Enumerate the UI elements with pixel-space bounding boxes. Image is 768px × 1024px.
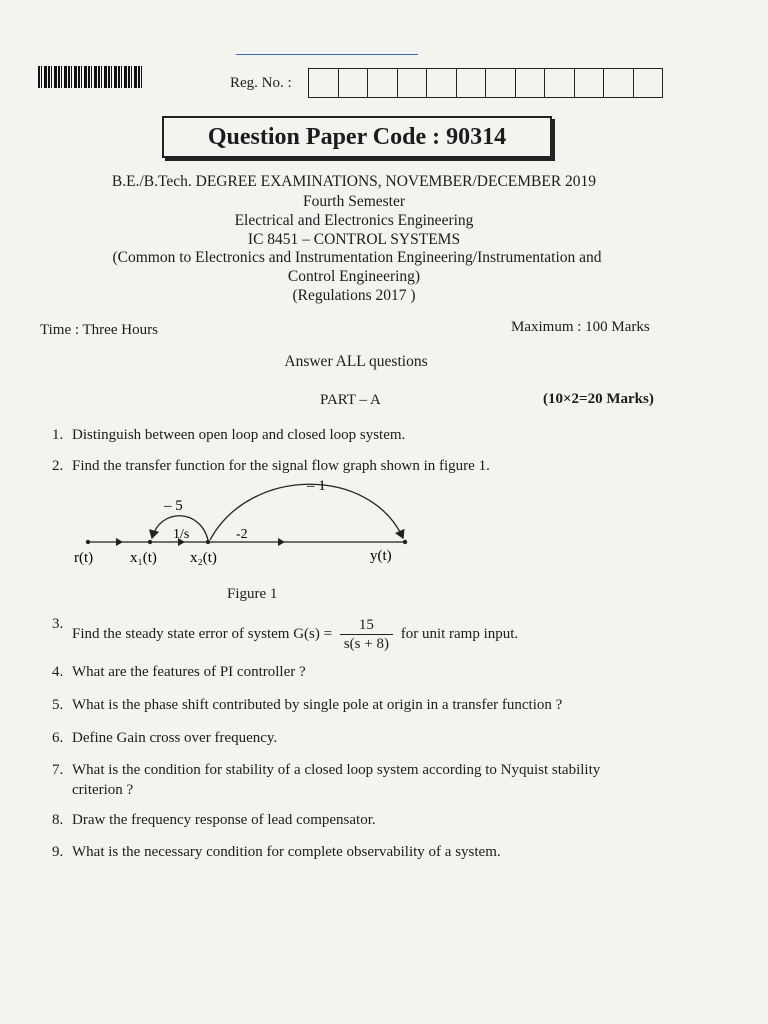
time-label: Time : Three Hours xyxy=(40,322,158,338)
node-label-r: r(t) xyxy=(74,550,94,566)
figure-caption: Figure 1 xyxy=(227,586,278,602)
branch: Electrical and Electronics Engineering xyxy=(234,212,474,229)
question-text: Distinguish between open loop and closed loop system. xyxy=(72,427,406,443)
question-number: 6. xyxy=(52,730,64,746)
node-label-x1: x₁(t) xyxy=(130,550,157,566)
node-label-x2: x₂(t) xyxy=(190,550,217,566)
question-text: What are the features of PI controller ? xyxy=(72,664,306,680)
instruction: Answer ALL questions xyxy=(284,353,428,370)
reg-no-boxes[interactable] xyxy=(308,68,663,98)
reg-no-digit-box[interactable] xyxy=(604,69,634,97)
question-number: 5. xyxy=(52,697,64,713)
signal-flow-graph xyxy=(60,470,480,580)
reg-no-label: Reg. No. : xyxy=(230,75,292,91)
question-text: What is the necessary condition for complete observability of a system. xyxy=(72,844,501,860)
transfer-function-fraction xyxy=(340,616,393,653)
node-label-y: y(t) xyxy=(370,548,392,564)
common-to-cont: Control Engineering) xyxy=(287,268,421,285)
label-minus-2: -2 xyxy=(236,527,248,542)
common-to: (Common to Electronics and Instrumentation Engineering/Instrumentation and xyxy=(112,249,602,266)
top-rule xyxy=(236,54,418,55)
question-5 xyxy=(52,695,672,715)
question-number: 1. xyxy=(52,427,64,443)
question-number: 8. xyxy=(52,812,64,828)
question-8 xyxy=(52,810,672,830)
reg-no-digit-box[interactable] xyxy=(309,69,339,97)
question-number: 4. xyxy=(52,664,64,680)
question-9 xyxy=(52,842,672,862)
reg-no-digit-box[interactable] xyxy=(575,69,605,97)
question-7 xyxy=(52,760,652,800)
question-6 xyxy=(52,728,672,748)
question-text: What is the condition for stability of a closed loop system according to Nyquist stability criterion ? xyxy=(72,762,601,798)
question-text: What is the phase shift contributed by single pole at origin in a transfer function ? xyxy=(72,697,563,713)
fraction-denominator: s(s + 8) xyxy=(343,636,389,653)
question-paper-code-text: Question Paper Code : 90314 xyxy=(207,123,507,150)
question-text: Find the transfer function for the signal flow graph shown in figure 1. xyxy=(72,458,490,474)
fraction-numerator: 15 xyxy=(340,616,393,635)
question-number: 7. xyxy=(52,762,64,778)
label-1-over-s: 1/s xyxy=(173,527,190,542)
reg-no-digit-box[interactable] xyxy=(368,69,398,97)
regulations: (Regulations 2017 ) xyxy=(292,287,416,304)
question-text: Draw the frequency response of lead compensator. xyxy=(72,812,376,828)
question-number: 9. xyxy=(52,844,64,860)
node-x2 xyxy=(206,540,210,544)
reg-no-digit-box[interactable] xyxy=(516,69,546,97)
subject: IC 8451 – CONTROL SYSTEMS xyxy=(247,231,461,248)
semester: Fourth Semester xyxy=(302,193,406,210)
reg-no-digit-box[interactable] xyxy=(339,69,369,97)
node-r xyxy=(86,540,90,544)
question-1 xyxy=(52,425,672,445)
label-minus-5: – 5 xyxy=(164,498,183,514)
question-4 xyxy=(52,662,672,682)
question-number: 3. xyxy=(52,616,64,632)
part-marks: (10×2=20 Marks) xyxy=(543,391,654,407)
exam-title: B.E./B.Tech. DEGREE EXAMINATIONS, NOVEMBER/DECEMBER 2019 xyxy=(111,173,597,190)
max-marks: Maximum : 100 Marks xyxy=(511,319,650,335)
question-text-after: for unit ramp input. xyxy=(400,626,519,642)
node-x1 xyxy=(148,540,152,544)
node-y xyxy=(403,540,407,544)
reg-no-digit-box[interactable] xyxy=(457,69,487,97)
reg-no-digit-box[interactable] xyxy=(398,69,428,97)
label-minus-1: – 1 xyxy=(307,478,326,494)
barcode-image xyxy=(38,66,142,88)
reg-no-digit-box[interactable] xyxy=(634,69,663,97)
question-text: Define Gain cross over frequency. xyxy=(72,730,278,746)
question-text-before: Find the steady state error of system G(s) = xyxy=(72,626,333,642)
reg-no-digit-box[interactable] xyxy=(427,69,457,97)
reg-no-digit-box[interactable] xyxy=(486,69,516,97)
part-heading: PART – A xyxy=(320,392,381,408)
question-3 xyxy=(52,614,672,654)
question-number: 2. xyxy=(52,458,64,474)
question-paper-code xyxy=(162,116,552,158)
reg-no-digit-box[interactable] xyxy=(545,69,575,97)
